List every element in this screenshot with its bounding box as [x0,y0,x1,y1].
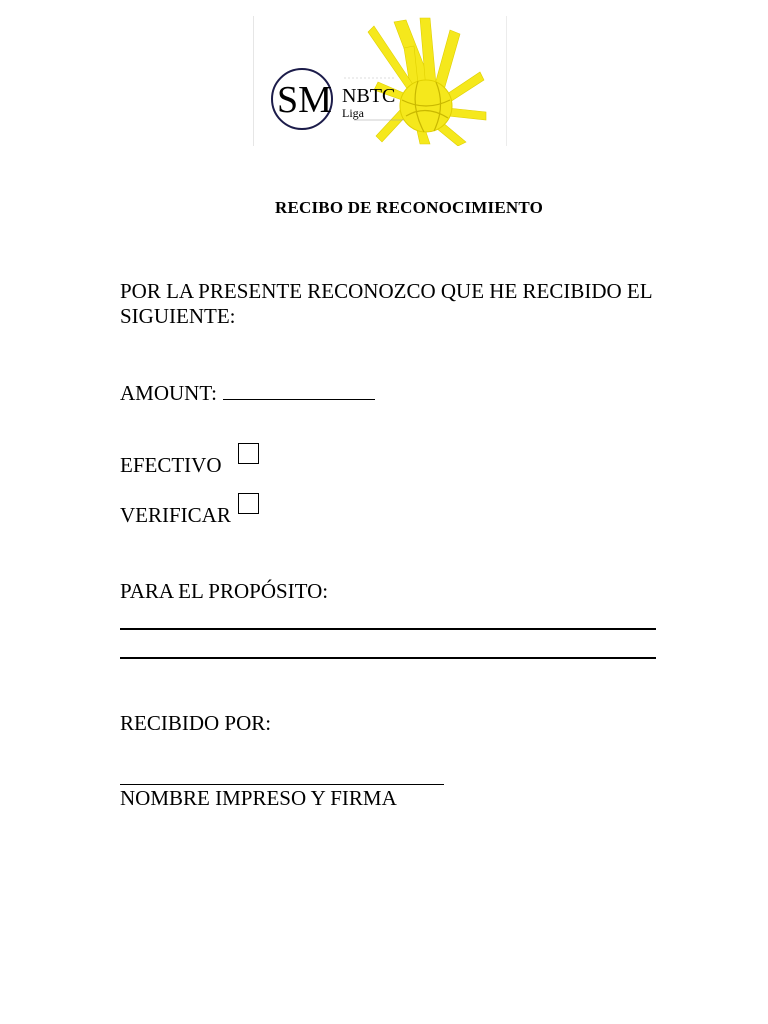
logo-name: NBTC [342,85,396,107]
cash-label: EFECTIVO [120,453,222,477]
purpose-label: PARA EL PROPÓSITO: [120,579,329,603]
received-by-label: RECIBIDO POR: [120,711,272,735]
signature-line[interactable] [120,784,444,785]
amount-row [120,378,375,406]
amount-field[interactable] [223,378,375,400]
purpose-line-2[interactable] [120,657,656,659]
logo-monogram: SM [277,79,332,121]
check-checkbox[interactable] [238,493,259,514]
sun-ball-logo-icon [254,16,506,146]
document-title: RECIBO DE RECONOCIMIENTO [274,198,544,217]
purpose-line-1[interactable] [120,628,656,630]
league-logo [253,16,507,146]
amount-label: AMOUNT: [120,381,217,405]
logo-subtitle: Liga [342,106,364,120]
cash-checkbox[interactable] [238,443,259,464]
check-label: VERIFICAR [120,503,231,527]
signature-label: NOMBRE IMPRESO Y FIRMA [120,786,397,810]
intro-text: POR LA PRESENTE RECONOZCO QUE HE RECIBIDO EL SIGUIENTE: [120,279,652,328]
